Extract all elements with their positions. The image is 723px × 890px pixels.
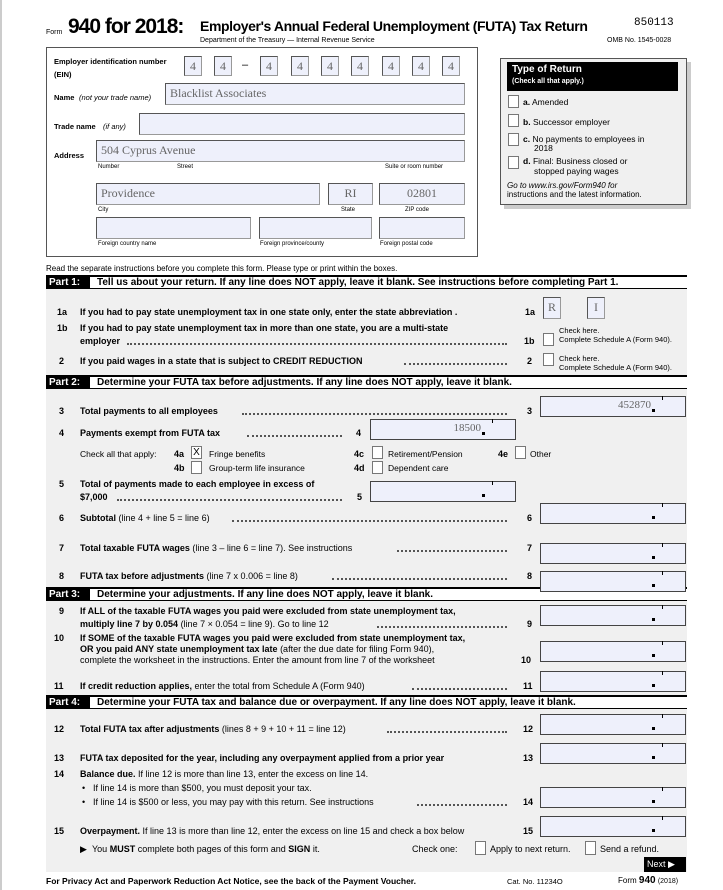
line-ref: 7 <box>527 543 533 553</box>
dependent-care-label: Dependent care <box>388 463 449 473</box>
ein-digit-4[interactable]: 4 <box>291 56 309 76</box>
fringe-benefits-label: Fringe benefits <box>209 449 266 459</box>
line-9-amount[interactable] <box>540 605 686 626</box>
dot-leader <box>232 520 507 522</box>
line-7-text: Total taxable FUTA wages (line 3 – line 6 = line 7). See instructions <box>80 543 353 553</box>
line-14-text: Balance due. If line 12 is more than line 13, enter the excess on line 14. <box>80 769 369 779</box>
part-label: Part 1: <box>46 276 90 289</box>
zip-label: ZIP code <box>405 207 429 213</box>
name-label: Name <box>54 93 75 102</box>
foreign-province-label: Foreign province/county <box>260 241 325 247</box>
foreign-postal-field[interactable] <box>379 217 465 239</box>
state-abbr-2[interactable]: I <box>587 297 605 319</box>
suite-label: Suite or room number <box>385 164 444 170</box>
next-label: Next <box>647 859 666 869</box>
line-10-text-3: complete the worksheet in the instructions. Enter the amount from line 7 of the worksheet <box>80 655 435 665</box>
irs-link-note: instructions and the latest information. <box>507 190 642 199</box>
line-13-amount[interactable] <box>540 743 686 764</box>
ein-digit-7[interactable]: 4 <box>382 56 400 76</box>
apply-next-return-checkbox[interactable] <box>475 841 486 855</box>
line-5-amount[interactable] <box>370 481 516 502</box>
line-number: 10 <box>54 633 65 643</box>
final-return-label: d. Final: Business closed or <box>523 156 628 166</box>
schedule-a-note: Complete Schedule A (Form 940). <box>559 335 672 344</box>
multi-state-checkbox[interactable] <box>543 333 554 346</box>
line-6-amount[interactable] <box>540 503 686 524</box>
line-11-text: If credit reduction applies, enter the total from Schedule A (Form 940) <box>80 681 365 691</box>
line-1a-text: If you had to pay state unemployment tax in one state only, enter the state abbreviation . <box>80 307 458 317</box>
line-15-text: Overpayment. If line 13 is more than line 12, enter the excess on line 15 and check a box below <box>80 826 465 836</box>
street-label: Street <box>177 164 194 170</box>
line-ref: 2 <box>527 356 533 366</box>
no-payments-checkbox[interactable] <box>508 133 519 146</box>
ein-digit-2[interactable]: 4 <box>214 56 232 76</box>
trade-name-label: Trade name <box>54 122 96 131</box>
trade-name-field[interactable] <box>139 113 465 135</box>
dot-leader <box>242 413 507 415</box>
line-ref: 11 <box>523 681 533 691</box>
line-ref: 8 <box>527 571 533 581</box>
ein-dash: – <box>242 59 249 71</box>
line-number: 1b <box>57 323 68 333</box>
address-label: Address <box>54 151 85 160</box>
foreign-country-label: Foreign country name <box>98 241 157 247</box>
instructions-text: Read the separate instructions before you complete this form. Please type or print within the boxes. <box>46 264 398 273</box>
line-ref: 13 <box>523 753 534 763</box>
line-ref: 1b <box>524 336 535 346</box>
send-refund-label: Send a refund. <box>600 844 660 854</box>
line-number: 9 <box>59 606 65 616</box>
form-number-title: 940 for 2018: <box>68 15 184 38</box>
option-code: 4d <box>354 463 365 473</box>
next-button[interactable] <box>644 857 686 872</box>
line-number: 14 <box>54 769 65 779</box>
irs-link[interactable]: Go to www.irs.gov/Form940 for <box>507 181 618 190</box>
ein-digit-8[interactable]: 4 <box>412 56 430 76</box>
line-15-amount[interactable] <box>540 816 686 837</box>
send-refund-checkbox[interactable] <box>585 841 596 855</box>
line-ref: 4 <box>356 428 362 438</box>
line-number: 7 <box>59 543 65 553</box>
state-field[interactable]: RI <box>328 183 373 205</box>
retirement-pension-label: Retirement/Pension <box>388 449 463 459</box>
number-label: Number <box>98 164 120 170</box>
page-title: Employer's Annual Federal Unemployment (FUTA) Tax Return <box>200 18 588 34</box>
sign-notice: You MUST complete both pages of this form and SIGN it. <box>92 844 320 854</box>
city-label: City <box>98 207 109 213</box>
amended-checkbox[interactable] <box>508 95 519 108</box>
ein-digit-9[interactable]: 4 <box>442 56 460 76</box>
line-number: 2 <box>59 356 65 366</box>
line-ref: 3 <box>527 406 533 416</box>
footer-form-id: Form 940 (2018) <box>618 875 679 886</box>
ein-digit-3[interactable]: 4 <box>260 56 278 76</box>
successor-employer-label: b. Successor employer <box>523 117 610 127</box>
schedule-a-note: Complete Schedule A (Form 940). <box>559 363 672 372</box>
part-label: Part 3: <box>46 588 90 601</box>
department: Department of the Treasury — Internal Revenue Service <box>200 37 375 44</box>
line-1b-text-2: employer <box>80 336 121 346</box>
apply-next-return-label: Apply to next return. <box>490 844 571 854</box>
part-title: Determine your adjustments. If any line does NOT apply, leave it blank. <box>97 589 434 600</box>
address-field[interactable]: 504 Cyprus Avenue <box>96 140 465 162</box>
dot-leader <box>117 499 342 501</box>
check-one-label: Check one: <box>412 844 458 854</box>
dependent-care-checkbox[interactable] <box>372 461 383 474</box>
type-of-return-subtitle: (Check all that apply.) <box>512 78 584 85</box>
dot-leader <box>387 731 507 733</box>
part-title: Determine your FUTA tax before adjustments. If any line does NOT apply, leave it blank. <box>97 377 512 388</box>
credit-reduction-checkbox[interactable] <box>543 353 554 366</box>
ein-digit-6[interactable]: 4 <box>351 56 369 76</box>
privacy-notice: For Privacy Act and Paperwork Reduction Act Notice, see the back of the Payment Voucher. <box>46 876 417 886</box>
line-number: 15 <box>54 826 65 836</box>
ein-label: Employer identification number <box>54 57 167 66</box>
line-5-text-2: $7,000 <box>80 492 108 502</box>
part-2-header <box>46 375 687 389</box>
no-payments-label: c. No payments to employees in <box>523 134 645 144</box>
line-4-text: Payments exempt from FUTA tax <box>80 428 221 438</box>
ein-digit-5[interactable]: 4 <box>321 56 339 76</box>
line-number: 1a <box>57 307 68 317</box>
omb-number: OMB No. 1545-0028 <box>607 37 672 44</box>
dot-leader <box>404 363 507 365</box>
line-10-amount[interactable] <box>540 641 686 662</box>
line-11-amount[interactable] <box>540 671 686 692</box>
dot-leader <box>412 688 507 690</box>
line-number: 5 <box>59 479 65 489</box>
trade-name-hint: (if any) <box>103 122 126 131</box>
line-ref: 14 <box>523 797 534 807</box>
line-12-amount[interactable] <box>540 714 686 735</box>
amended-label: a. Amended <box>523 97 569 107</box>
no-payments-label-2: 2018 <box>534 143 553 153</box>
part-label: Part 4: <box>46 696 90 709</box>
other-checkbox[interactable] <box>515 446 526 459</box>
line-number: 13 <box>54 753 65 763</box>
state-abbr-1[interactable]: R <box>543 297 561 319</box>
retirement-pension-checkbox[interactable] <box>372 446 383 459</box>
line-7-amount[interactable] <box>540 543 686 564</box>
form-code: 850113 <box>634 17 674 29</box>
other-label: Other <box>530 449 552 459</box>
line-ref: 12 <box>523 724 534 734</box>
final-return-label-2: stopped paying wages <box>534 166 619 176</box>
line-number: 8 <box>59 571 65 581</box>
line-8-amount[interactable] <box>540 571 686 592</box>
foreign-country-field[interactable] <box>96 217 251 239</box>
option-code: 4e <box>498 449 509 459</box>
part-title: Tell us about your return. If any line does NOT apply, leave it blank. See instructions before completing Part 1. <box>97 277 619 288</box>
line-number: 11 <box>54 681 64 691</box>
line-2-text: If you paid wages in a state that is subject to CREDIT REDUCTION <box>80 356 363 366</box>
line-ref: 1a <box>525 307 536 317</box>
check-here-label: Check here. <box>559 354 600 363</box>
fringe-benefits-checkbox[interactable]: X <box>191 446 202 459</box>
dot-leader <box>417 804 507 806</box>
check-here-label: Check here. <box>559 326 600 335</box>
successor-employer-checkbox[interactable] <box>508 114 519 127</box>
part-title: Determine your FUTA tax and balance due or overpayment. If any line does NOT apply, leave it blank. <box>97 697 576 708</box>
option-code: 4a <box>174 449 185 459</box>
foreign-province-field[interactable] <box>259 217 372 239</box>
group-term-life-label: Group-term life insurance <box>209 463 305 473</box>
foreign-postal-label: Foreign postal code <box>380 241 433 247</box>
dot-leader <box>332 578 507 580</box>
option-code: 4b <box>174 463 185 473</box>
part-1-header <box>46 275 687 289</box>
line-ref: 10 <box>521 655 532 665</box>
name-hint: (not your trade name) <box>79 93 152 102</box>
line-14-amount[interactable] <box>540 787 686 808</box>
part-4-header <box>46 695 687 709</box>
line-3-amount[interactable]: 452870 <box>540 396 686 417</box>
line-number: 3 <box>59 406 65 416</box>
check-all-label: Check all that apply: <box>80 449 157 459</box>
dot-leader <box>247 435 342 437</box>
dot-leader <box>377 626 507 628</box>
bullet-icon: • <box>82 783 86 793</box>
line-14-bullet-2: If line 14 is $500 or less, you may pay with this return. See instructions <box>93 797 374 807</box>
dot-leader <box>397 550 507 552</box>
line-8-text: FUTA tax before adjustments (line 7 x 0.006 = line 8) <box>80 571 298 581</box>
line-10-text-2: OR you paid ANY state unemployment tax late (after the due date for filing Form 940), <box>80 644 435 654</box>
group-term-life-checkbox[interactable] <box>191 461 202 474</box>
catalog-number: Cat. No. 11234O <box>507 877 563 886</box>
line-number: 12 <box>54 724 65 734</box>
option-code: 4c <box>354 449 365 459</box>
city-field[interactable]: Providence <box>96 183 320 205</box>
form-word: Form <box>46 29 63 36</box>
line-4-amount[interactable]: 18500 <box>370 419 516 440</box>
line-ref: 6 <box>527 513 533 523</box>
line-number: 4 <box>59 428 65 438</box>
line-9-text: If ALL of the taxable FUTA wages you paid were excluded from state unemployment tax, <box>80 606 456 616</box>
line-ref: 15 <box>523 826 534 836</box>
line-6-text: Subtotal (line 4 + line 5 = line 6) <box>80 513 210 523</box>
ein-digit-1[interactable]: 4 <box>184 56 202 76</box>
arrow-right-icon: ▶ <box>80 844 87 854</box>
line-12-text: Total FUTA tax after adjustments (lines 8 + 9 + 10 + 11 = line 12) <box>80 724 346 734</box>
line-5-text: Total of payments made to each employee in excess of <box>80 479 315 489</box>
final-return-checkbox[interactable] <box>508 156 519 169</box>
line-3-text: Total payments to all employees <box>80 406 218 416</box>
part-label: Part 2: <box>46 376 90 389</box>
line-13-text: FUTA tax deposited for the year, including any overpayment applied from a prior year <box>80 753 445 763</box>
bullet-icon: • <box>82 797 86 807</box>
name-field[interactable]: Blacklist Associates <box>165 83 465 105</box>
line-number: 6 <box>59 513 65 523</box>
line-ref: 9 <box>527 619 533 629</box>
line-9-text-2: multiply line 7 by 0.054 (line 7 × 0.054 = line 9). Go to line 12 <box>80 619 329 629</box>
line-1b-text: If you had to pay state unemployment tax in more than one state, you are a multi-state <box>80 323 449 333</box>
type-of-return-title: Type of Return <box>512 64 582 75</box>
zip-field[interactable]: 02801 <box>379 183 465 205</box>
next-arrow-icon: ▶ <box>665 859 675 869</box>
line-14-bullet-1: If line 14 is more than $500, you must deposit your tax. <box>93 783 312 793</box>
ein-abbr: (EIN) <box>54 70 72 79</box>
state-label: State <box>341 207 356 213</box>
line-ref: 5 <box>357 492 363 502</box>
line-10-text: If SOME of the taxable FUTA wages you paid were excluded from state unemployment tax, <box>80 633 466 643</box>
dot-leader <box>127 343 507 345</box>
